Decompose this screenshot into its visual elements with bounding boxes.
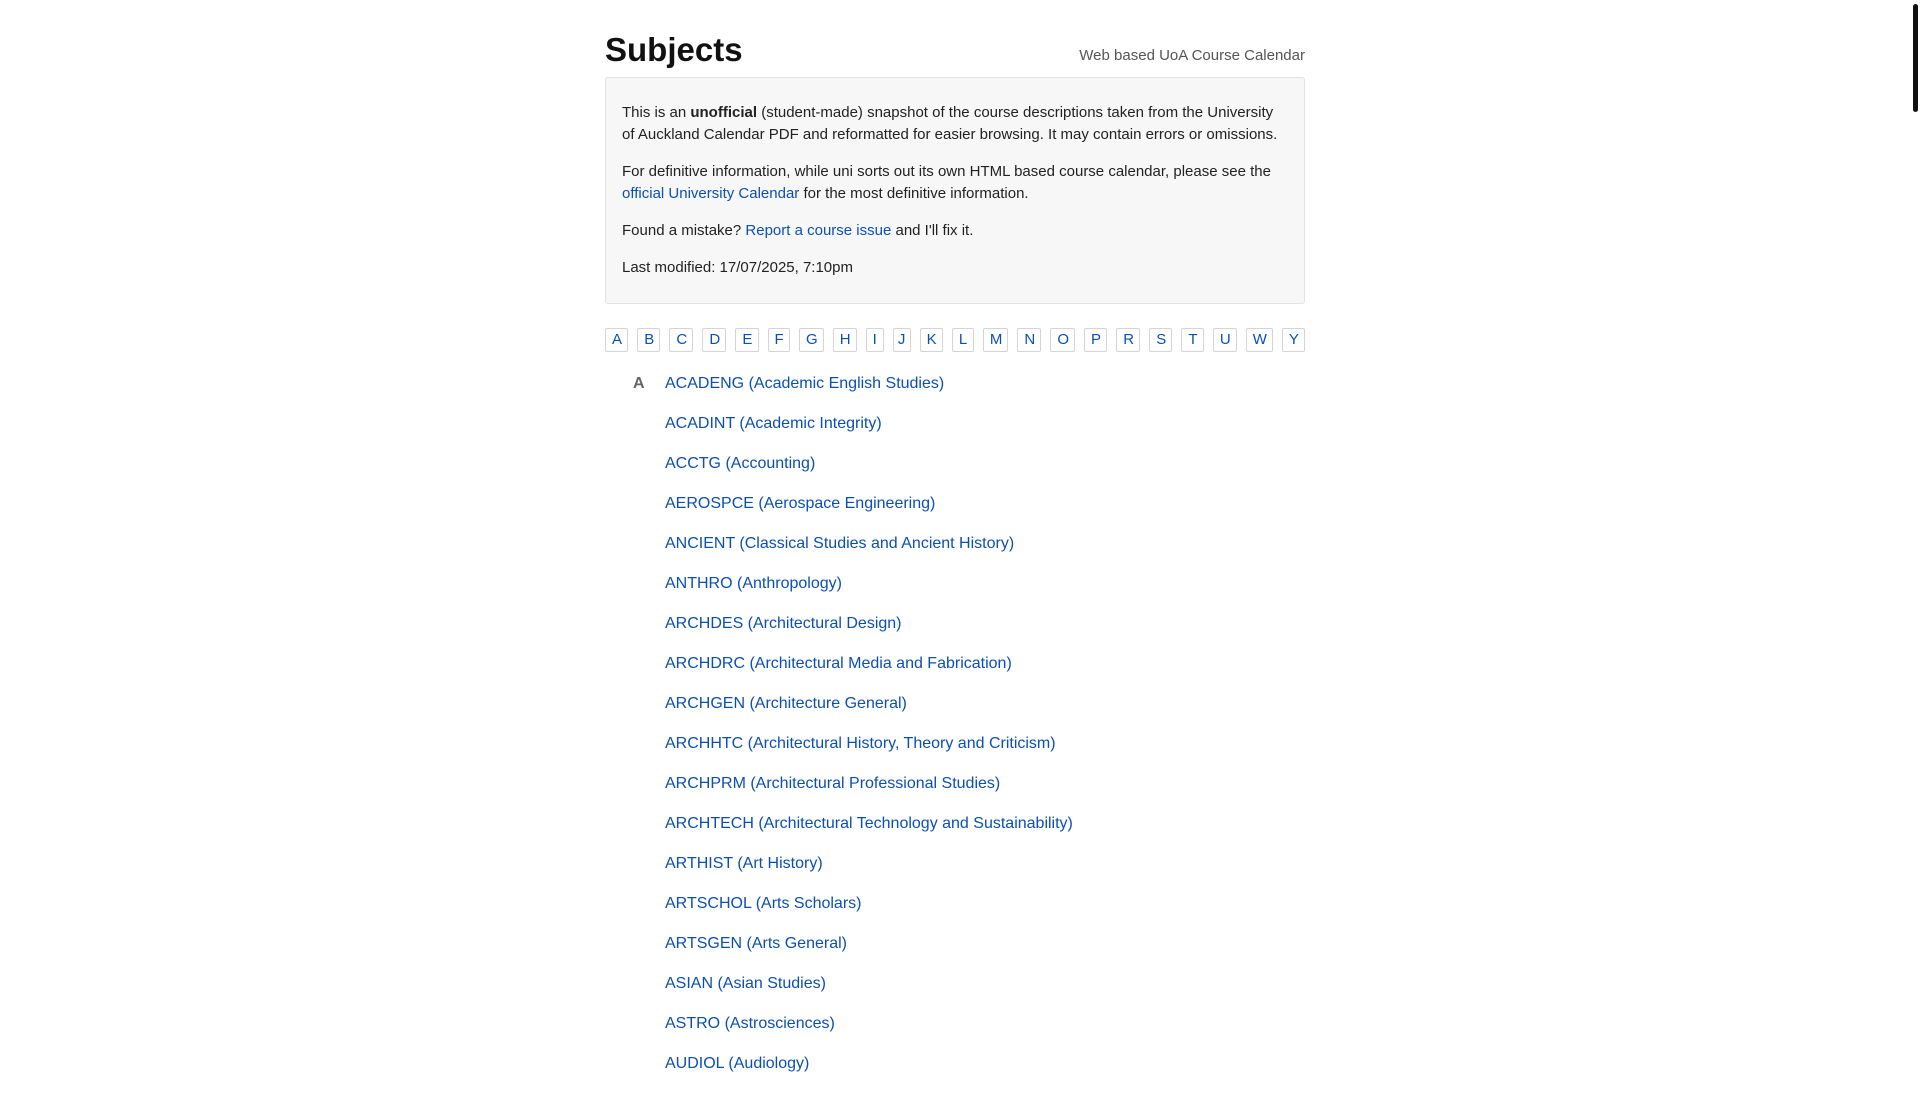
- list-item: [665, 455, 1305, 495]
- page-title: Subjects: [605, 31, 743, 68]
- disclaimer-text: (student-made) snapshot of the course descriptions taken from the University of Auckland Calendar PDF and reformatted for easier browsing. It may contain errors or omissions.: [622, 104, 1278, 143]
- subject-link[interactable]: ACADENG (Academic English Studies): [665, 375, 945, 392]
- last-modified: Last modified: 17/07/2025, 7:10pm: [622, 259, 853, 276]
- letter-link-c[interactable]: C: [669, 328, 693, 352]
- letter-link-n[interactable]: N: [1017, 328, 1041, 352]
- letter-link-i[interactable]: I: [866, 328, 884, 352]
- header: [605, 0, 1305, 77]
- letter-link-u[interactable]: U: [1213, 328, 1237, 352]
- letter-link-l[interactable]: L: [952, 328, 974, 352]
- subject-group: [605, 375, 1305, 1095]
- letter-link-k[interactable]: K: [920, 328, 943, 352]
- letter-link-e[interactable]: E: [735, 328, 758, 352]
- subject-link[interactable]: ANCIENT (Classical Studies and Ancient History): [665, 535, 1015, 552]
- vertical-scrollbar[interactable]: [1910, 0, 1920, 1080]
- list-item: [665, 655, 1305, 695]
- subject-link[interactable]: ARTHIST (Art History): [665, 855, 823, 872]
- list-item: [665, 975, 1305, 1015]
- subject-link[interactable]: ACADINT (Academic Integrity): [665, 415, 882, 432]
- list-item: [665, 575, 1305, 615]
- letter-link-y[interactable]: Y: [1282, 328, 1305, 352]
- letter-link-h[interactable]: H: [833, 328, 857, 352]
- letter-link-p[interactable]: P: [1084, 328, 1107, 352]
- list-item: [665, 695, 1305, 735]
- subject-link[interactable]: ARCHDRC (Architectural Media and Fabrication): [665, 655, 1012, 672]
- group-letter-heading: A: [633, 375, 645, 392]
- letter-link-w[interactable]: W: [1246, 328, 1273, 352]
- report-text: and I'll fix it.: [891, 222, 974, 239]
- site-subtitle: Web based UoA Course Calendar: [1079, 47, 1305, 64]
- letter-link-b[interactable]: B: [637, 328, 660, 352]
- list-item: [665, 775, 1305, 815]
- letter-link-d[interactable]: D: [702, 328, 726, 352]
- subject-link[interactable]: AEROSPCE (Aerospace Engineering): [665, 495, 936, 512]
- subject-link[interactable]: ARCHTECH (Architectural Technology and Sustainability): [665, 815, 1073, 832]
- official-calendar-link[interactable]: official University Calendar: [622, 185, 800, 202]
- letter-link-a[interactable]: A: [605, 328, 628, 352]
- disclaimer-text: This is an: [622, 104, 691, 121]
- list-item: [665, 935, 1305, 975]
- list-item: [665, 1015, 1305, 1055]
- subject-link[interactable]: ARCHHTC (Architectural History, Theory and Criticism): [665, 735, 1056, 752]
- disclaimer-panel: [605, 77, 1305, 304]
- list-item: [665, 735, 1305, 775]
- letter-index: [605, 328, 1305, 352]
- subject-link[interactable]: ARCHDES (Architectural Design): [665, 615, 902, 632]
- list-item: [665, 895, 1305, 935]
- subject-link[interactable]: ARCHPRM (Architectural Professional Studies): [665, 775, 1001, 792]
- official-info-text: For definitive information, while uni sorts out its own HTML based course calendar, please see the: [622, 163, 1271, 180]
- letter-link-s[interactable]: S: [1149, 328, 1172, 352]
- subject-link[interactable]: ANTHRO (Anthropology): [665, 575, 842, 592]
- official-info-text: for the most definitive information.: [799, 185, 1029, 202]
- scrollbar-thumb[interactable]: [1913, 4, 1918, 112]
- list-item: [665, 1055, 1305, 1095]
- letter-link-t[interactable]: T: [1181, 328, 1203, 352]
- subject-link[interactable]: AUDIOL (Audiology): [665, 1055, 810, 1072]
- subject-link[interactable]: ARCHGEN (Architecture General): [665, 695, 907, 712]
- list-item: [665, 415, 1305, 455]
- subject-link[interactable]: ARTSGEN (Arts General): [665, 935, 847, 952]
- report-text: Found a mistake?: [622, 222, 746, 239]
- letter-link-j[interactable]: J: [893, 328, 911, 352]
- letter-link-f[interactable]: F: [768, 328, 790, 352]
- page-container: [605, 0, 1305, 1095]
- unofficial-label: unofficial: [690, 104, 758, 121]
- letter-link-r[interactable]: R: [1116, 328, 1140, 352]
- official-info-paragraph: [622, 161, 1288, 205]
- disclaimer-paragraph: [622, 102, 1288, 146]
- letter-link-m[interactable]: M: [983, 328, 1008, 352]
- list-item: [665, 535, 1305, 575]
- list-item: [665, 855, 1305, 895]
- subject-link[interactable]: ASIAN (Asian Studies): [665, 975, 826, 992]
- list-item: [665, 495, 1305, 535]
- list-item: [665, 615, 1305, 655]
- letter-link-o[interactable]: O: [1050, 328, 1075, 352]
- subject-link[interactable]: ASTRO (Astrosciences): [665, 1015, 835, 1032]
- list-item: [665, 375, 1305, 415]
- report-issue-link[interactable]: Report a course issue: [745, 222, 892, 239]
- subject-link[interactable]: ACCTG (Accounting): [665, 455, 816, 472]
- report-paragraph: [622, 220, 1288, 242]
- subject-list: [605, 375, 1305, 1095]
- subject-link[interactable]: ARTSCHOL (Arts Scholars): [665, 895, 862, 912]
- list-item: [665, 815, 1305, 855]
- letter-link-g[interactable]: G: [799, 328, 824, 352]
